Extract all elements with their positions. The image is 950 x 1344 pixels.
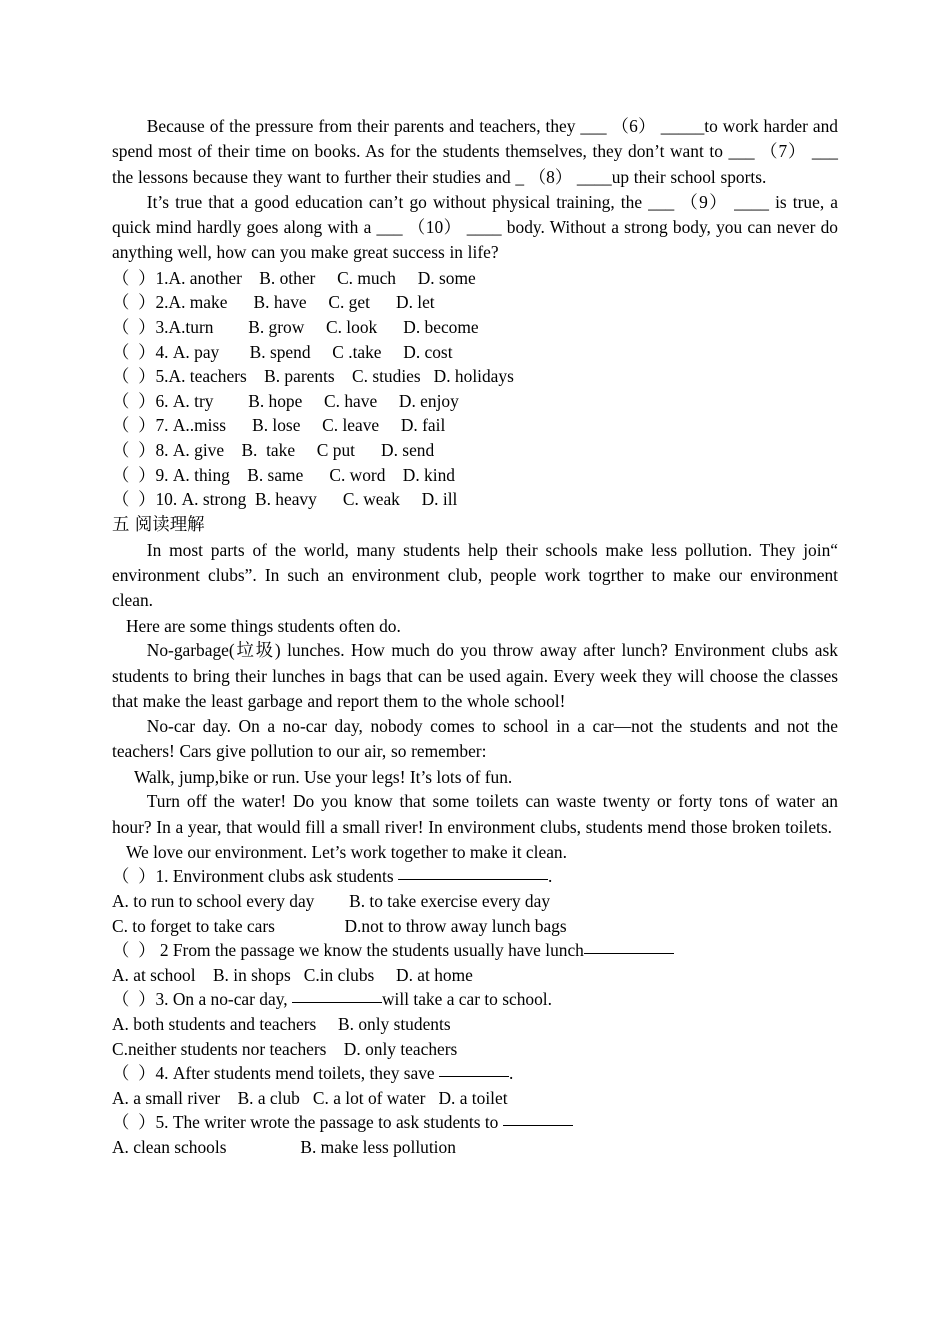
cloze-question-6[interactable]: （ ）6. A. try B. hope C. have D. enjoy (112, 390, 459, 411)
answer-blank[interactable] (398, 879, 548, 880)
reading-question-5-stem[interactable] (112, 1110, 838, 1135)
reading-passage (112, 538, 838, 865)
document-page (112, 114, 838, 1160)
reading-question-5[interactable] (112, 1110, 838, 1159)
reading-question-3-options-row-1[interactable]: A. both students and teachers B. only students (112, 1014, 451, 1035)
reading-section-heading: 五 阅读理解 (112, 514, 205, 535)
reading-question-1[interactable] (112, 864, 838, 938)
reading-question-3[interactable] (112, 987, 838, 1061)
reading-question-3-options-row-2[interactable]: C.neither students nor teachers D. only teachers (112, 1038, 458, 1059)
reading-question-4-stem-prefix: （ ）4. After students mend toilets, they save (112, 1063, 439, 1084)
cloze-paragraph-1: Because of the pressure from their parents and teachers, they ___ （6） _____to work harder and spend most of their time on books. As for the students themselves, they don’t want to ___ （7） ___ the lessons because they want to further their studies and _ （8） ____up their school sports. (112, 116, 838, 187)
reading-question-4-stem-suffix: . (508, 1063, 514, 1084)
passage-paragraph-1: In most parts of the world, many students help their schools make less pollution. They join“ environment clubs”. In such an environment club, people work togrther to make our environment clean. (112, 539, 838, 611)
cloze-question-list (112, 266, 838, 512)
cloze-question-3[interactable]: （ ）3.A.turn B. grow C. look D. become (112, 316, 479, 337)
reading-question-3-stem[interactable] (112, 987, 838, 1012)
answer-blank[interactable] (584, 953, 674, 954)
reading-question-4-options-row-1[interactable]: A. a small river B. a club C. a lot of water D. a toilet (112, 1087, 508, 1108)
reading-question-5-stem-prefix: （ ）5. The writer wrote the passage to ask students to (112, 1112, 503, 1133)
reading-question-4-stem[interactable] (112, 1061, 838, 1086)
reading-question-2-options-row-1[interactable]: A. at school B. in shops C.in clubs D. at home (112, 964, 473, 985)
answer-blank[interactable] (292, 1002, 382, 1003)
cloze-question-2[interactable]: （ ）2.A. make B. have C. get D. let (112, 292, 435, 313)
cloze-question-7[interactable]: （ ）7. A..miss B. lose C. leave D. fail (112, 415, 446, 436)
cloze-paragraph-2: It’s true that a good education can’t go without physical training, the ___ （9） ____ is true, a quick mind hardly goes along with a ___ （10） ____ body. Without a strong body, you can never do anything well, how can you make great success in life? (112, 191, 838, 263)
reading-question-4[interactable] (112, 1061, 838, 1110)
passage-paragraph-7: We love our environment. Let’s work together to make it clean. (126, 841, 567, 862)
cloze-question-8[interactable]: （ ）8. A. give B. take C put D. send (112, 439, 435, 460)
cloze-question-4[interactable]: （ ）4. A. pay B. spend C .take D. cost (112, 341, 453, 362)
reading-question-2-stem[interactable] (112, 938, 838, 963)
reading-question-2-stem-prefix: （ ） 2 From the passage we know the students usually have lunch (112, 940, 584, 961)
passage-paragraph-6: Turn off the water! Do you know that some toilets can waste twenty or forty tons of water an hour? In a year, that would fill a small river! In environment clubs, students mend those broken toilets. (112, 791, 838, 837)
reading-question-list (112, 864, 838, 1159)
reading-question-2[interactable] (112, 938, 838, 987)
cloze-question-10[interactable]: （ ）10. A. strong B. heavy C. weak D. ill (112, 489, 458, 510)
cloze-question-9[interactable]: （ ）9. A. thing B. same C. word D. kind (112, 464, 455, 485)
cloze-question-1[interactable]: （ ）1.A. another B. other C. much D. some (112, 267, 476, 288)
reading-question-1-options-row-2[interactable]: C. to forget to take cars D.not to throw away lunch bags (112, 915, 567, 936)
answer-blank[interactable] (439, 1076, 509, 1077)
reading-question-3-stem-suffix: will take a car to school. (381, 989, 552, 1010)
reading-question-1-options-row-1[interactable]: A. to run to school every day B. to take exercise every day (112, 891, 551, 912)
cloze-question-5[interactable]: （ ）5.A. teachers B. parents C. studies D. holidays (112, 366, 514, 387)
passage-paragraph-5: Walk, jump,bike or run. Use your legs! It’s lots of fun. (134, 766, 513, 787)
reading-question-3-stem-prefix: （ ）3. On a no-car day, (112, 989, 292, 1010)
passage-paragraph-4: No-car day. On a no-car day, nobody comes to school in a car—not the students and not the teachers! Cars give pollution to our air, so remember: (112, 716, 838, 762)
answer-blank[interactable] (503, 1125, 573, 1126)
passage-paragraph-2: Here are some things students often do. (126, 615, 401, 636)
reading-question-1-stem-prefix: （ ）1. Environment clubs ask students (112, 866, 398, 887)
reading-question-1-stem-suffix: . (547, 866, 553, 887)
reading-question-5-options-row-1[interactable]: A. clean schools B. make less pollution (112, 1137, 456, 1157)
reading-question-1-stem[interactable] (112, 864, 838, 889)
passage-paragraph-3: No-garbage(垃圾) lunches. How much do you throw away after lunch? Environment clubs ask students to bring their lunches in bags that can be used again. Every week they will choose the classes that make the least garbage and report them to the whole school! (112, 640, 838, 711)
